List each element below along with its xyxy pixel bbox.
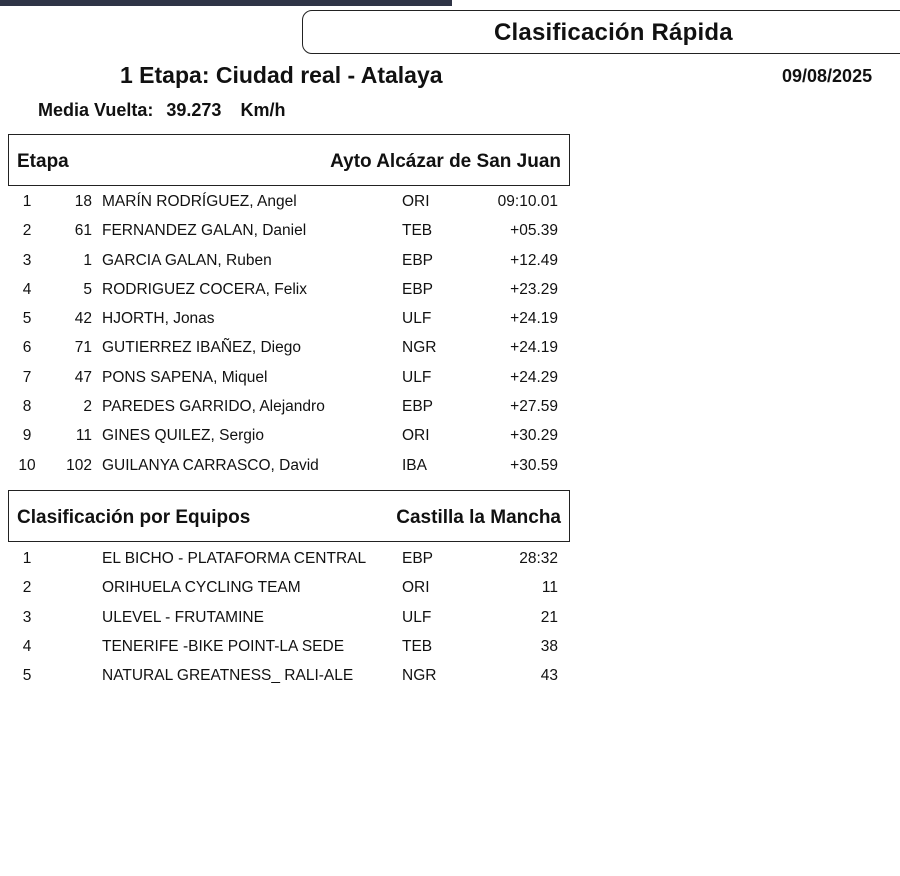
row-time: +30.29 <box>510 427 558 445</box>
row-dorsal: 42 <box>74 310 92 328</box>
row-team-code: ULF <box>402 608 432 626</box>
row-dorsal: 2 <box>83 398 92 416</box>
table-row <box>0 187 600 216</box>
table-row <box>0 392 600 421</box>
row-team-code: ORI <box>402 193 430 210</box>
row-time: +27.59 <box>510 398 558 416</box>
table-row <box>0 363 600 392</box>
row-position: 7 <box>22 368 32 386</box>
row-rider-name: PONS SAPENA, Miquel <box>102 368 268 386</box>
row-position: 5 <box>22 667 32 685</box>
row-time: +05.39 <box>510 222 558 240</box>
row-rider-name: HJORTH, Jonas <box>102 310 215 328</box>
row-position: 3 <box>22 251 32 269</box>
row-team-code: NGR <box>402 667 437 685</box>
row-team-code: ULF <box>402 368 432 386</box>
row-team-code: EBP <box>402 251 434 269</box>
stage-results-list <box>0 187 600 480</box>
table-row <box>0 304 600 333</box>
row-value: 21 <box>540 608 558 626</box>
row-position: 3 <box>22 608 32 626</box>
row-time: +23.29 <box>510 280 558 298</box>
stage-table-header <box>8 134 570 186</box>
table-row <box>0 275 600 304</box>
average-speed <box>38 100 285 121</box>
row-position: 4 <box>22 637 32 655</box>
row-team-name: ORIHUELA CYCLING TEAM <box>102 579 301 597</box>
row-rider-name: MARÍN RODRÍGUEZ, Angel <box>102 193 297 210</box>
table-row <box>0 246 600 275</box>
row-dorsal: 1 <box>83 251 92 269</box>
stage-date: 09/08/2025 <box>782 66 873 86</box>
row-rider-name: RODRIGUEZ COCERA, Felix <box>102 280 307 298</box>
row-team-code: EBP <box>402 280 434 298</box>
stage-table-label: Etapa <box>17 151 69 172</box>
row-dorsal: 11 <box>75 427 92 445</box>
row-position: 6 <box>22 339 32 357</box>
row-time: +30.59 <box>510 456 558 474</box>
row-time: 09:10.01 <box>497 193 558 210</box>
row-value: 43 <box>540 667 558 685</box>
table-row <box>0 216 600 245</box>
teams-table-label: Clasificación por Equipos <box>17 507 251 528</box>
row-position: 1 <box>22 550 32 567</box>
row-position: 1 <box>22 193 32 210</box>
average-value: 39.273 <box>166 100 222 120</box>
row-team-code: TEB <box>402 637 433 655</box>
row-dorsal: 18 <box>74 193 92 210</box>
row-dorsal: 5 <box>83 280 92 298</box>
table-row <box>0 632 600 661</box>
teams-table-header <box>8 490 570 542</box>
row-position: 9 <box>22 427 32 445</box>
row-dorsal: 71 <box>74 339 92 357</box>
row-dorsal: 61 <box>74 222 92 240</box>
team-results-list <box>0 544 600 690</box>
row-team-code: EBP <box>402 550 434 567</box>
row-position: 2 <box>22 222 32 240</box>
table-row <box>0 603 600 632</box>
average-unit: Km/h <box>240 100 286 120</box>
row-team-name: TENERIFE -BIKE POINT-LA SEDE <box>102 637 345 655</box>
row-team-name: ULEVEL - FRUTAMINE <box>102 608 264 626</box>
table-row <box>0 573 600 602</box>
row-rider-name: GUILANYA CARRASCO, David <box>102 456 319 474</box>
row-rider-name: GINES QUILEZ, Sergio <box>102 427 264 445</box>
row-time: +24.19 <box>510 310 558 328</box>
average-label: Media Vuelta: <box>38 100 154 120</box>
row-position: 5 <box>22 310 32 328</box>
row-rider-name: GARCIA GALAN, Ruben <box>102 251 272 269</box>
row-team-code: IBA <box>402 456 427 474</box>
row-time: +24.29 <box>510 368 558 386</box>
row-team-name: NATURAL GREATNESS_ RALI-ALE <box>102 667 354 685</box>
row-team-code: ULF <box>402 310 432 328</box>
table-row <box>0 661 600 690</box>
row-team-code: ORI <box>402 579 430 597</box>
stage-table-sponsor: Ayto Alcázar de San Juan <box>330 151 561 172</box>
row-value: 11 <box>541 579 558 597</box>
row-position: 8 <box>22 398 32 416</box>
table-row <box>0 421 600 450</box>
table-row <box>0 544 600 573</box>
row-position: 2 <box>22 579 32 597</box>
table-row <box>0 451 600 480</box>
row-time: +24.19 <box>510 339 558 357</box>
page-title: Clasificación Rápida <box>494 19 733 46</box>
row-team-code: EBP <box>402 398 434 416</box>
teams-table-sponsor: Castilla la Mancha <box>396 507 561 528</box>
row-rider-name: FERNANDEZ GALAN, Daniel <box>102 222 307 240</box>
table-row <box>0 333 600 362</box>
row-team-code: TEB <box>402 222 433 240</box>
row-position: 4 <box>22 280 32 298</box>
row-dorsal: 102 <box>66 456 92 474</box>
row-time: +12.49 <box>510 251 558 269</box>
stage-title: 1 Etapa: Ciudad real - Atalaya <box>120 62 443 88</box>
row-rider-name: GUTIERREZ IBAÑEZ, Diego <box>102 339 301 357</box>
row-value: 28:32 <box>519 550 558 567</box>
row-rider-name: PAREDES GARRIDO, Alejandro <box>102 398 325 416</box>
row-team-code: NGR <box>402 339 437 357</box>
top-bar-fragment <box>0 0 452 6</box>
row-value: 38 <box>540 637 558 655</box>
row-dorsal: 47 <box>74 368 92 386</box>
row-team-code: ORI <box>402 427 430 445</box>
row-position: 10 <box>18 456 36 474</box>
row-team-name: EL BICHO - PLATAFORMA CENTRAL <box>102 550 367 567</box>
